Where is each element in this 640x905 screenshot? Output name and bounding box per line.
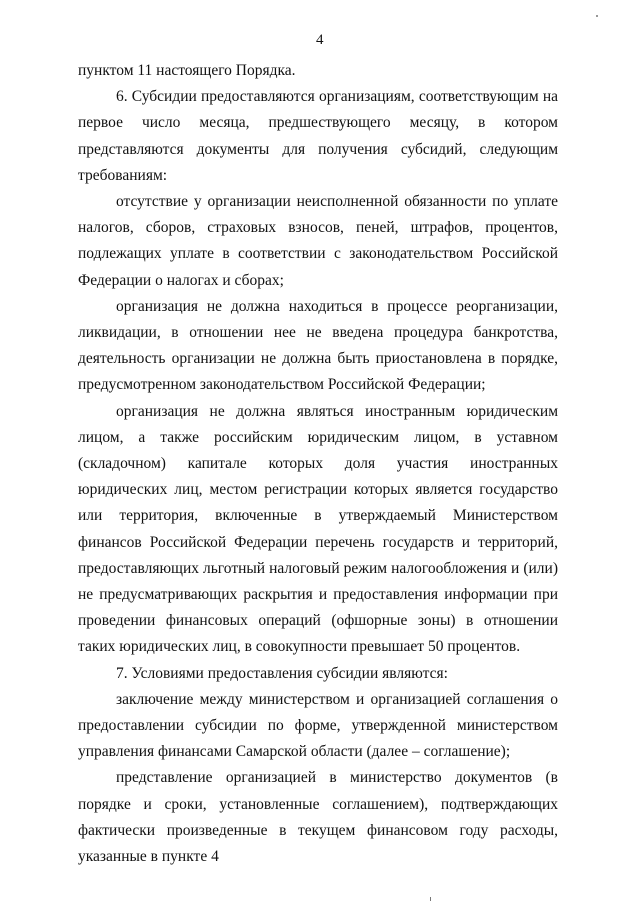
paragraph-clause-6: 6. Субсидии предоставляются организациям, соответствующим на первое число месяца, предшествующего месяцу, в котором представляются документы для получения субсидий, следующим требованиям: <box>78 88 558 184</box>
paragraph-clause-7: 7. Условиями предоставления субсидии являются: <box>116 664 448 682</box>
paragraph-condition-agreement: заключение между министерством и организацией соглашения о предоставлении субсидии по форме, утвержденной министерством управления финансами Самарской области (далее – соглашение); <box>78 690 558 761</box>
page-number: 4 <box>316 32 324 48</box>
paragraph-continuation: пунктом 11 настоящего Порядка. <box>78 62 296 79</box>
document-body <box>78 58 558 870</box>
paragraph-requirement-reorganization: организация не должна находиться в процессе реорганизации, ликвидации, в отношении нее не введена процедура банкротства, деятельность организации не должна быть приостановлена в порядке, предусмотренном законодательством Российской Федерации; <box>78 297 558 394</box>
paragraph-requirement-foreign-entity: организация не должна являться иностранным юридическим лицом, а также российским юридическим лицом, в уставном (складочном) капитале которых доля участия иностранных юридических лиц, местом регистрации которых является государство или территория, включенные в утверждаемый Министерством финансов Российской Федерации перечень государств и территорий, предоставляющих льготный налоговый режим налогообложения и (или) не предусматривающих раскрытия и предоставления информации при проведении финансовых операций (офшорные зоны) в отношении таких юридических лиц, в совокупности превышает 50 процентов. <box>78 402 558 656</box>
scan-speck <box>596 15 598 17</box>
scan-speck <box>430 897 431 901</box>
paragraph-requirement-taxes: отсутствие у организации неисполненной обязанности по уплате налогов, сборов, страховых взносов, пеней, штрафов, процентов, подлежащих уплате в соответствии с законодательством Российской Федерации о налогах и сборах; <box>78 193 558 289</box>
paragraph-condition-documents: представление организацией в министерство документов (в порядке и сроки, установленные соглашением), подтверждающих фактически произведенные в текущем финансовом году расходы, указанные в пункте 4 <box>78 769 558 866</box>
